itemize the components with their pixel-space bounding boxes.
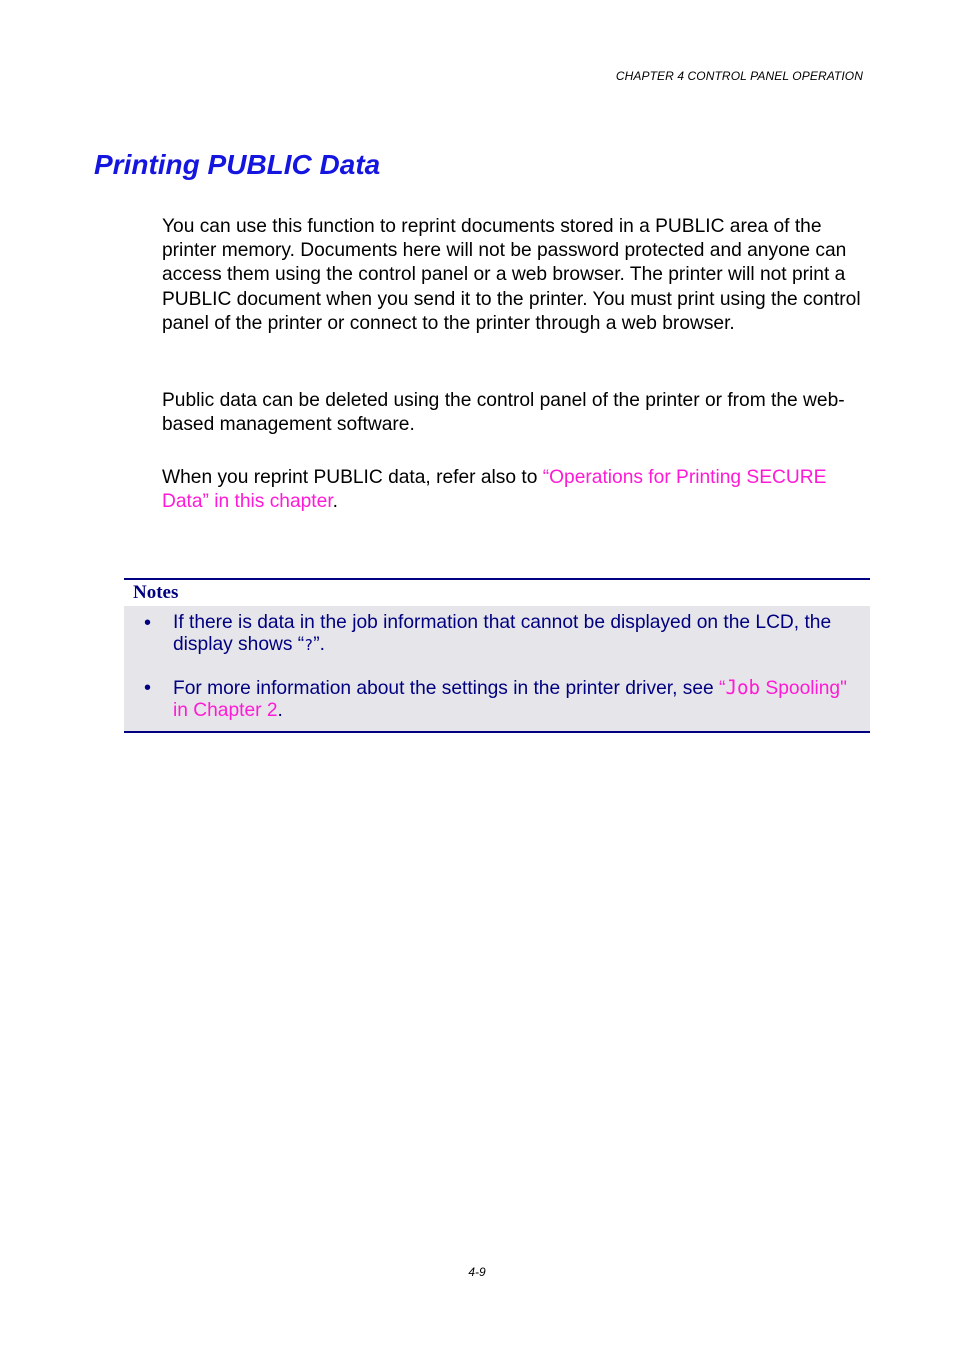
page-number: 4-9	[468, 1265, 486, 1279]
job-spooling-link-word: Job	[725, 675, 761, 699]
note-item-driver	[124, 677, 870, 723]
secure-data-link[interactable]: “Operations for Printing SECURE Data” in this chapter	[162, 467, 827, 513]
note-driver-suffix: .	[277, 700, 283, 722]
paragraph-delete: Public data can be deleted using the control panel of the printer or from the web-based management software.	[162, 390, 845, 436]
paragraph-reference	[162, 466, 874, 514]
running-header: CHAPTER 4 CONTROL PANEL OPERATION	[615, 69, 863, 83]
question-mark-symbol: ?	[304, 636, 314, 655]
notes-box	[124, 578, 870, 733]
paragraph-reference-prefix: When you reprint PUBLIC data, refer also to	[162, 467, 543, 488]
notes-title: Notes	[124, 580, 870, 606]
note-item-lcd	[124, 612, 870, 657]
paragraph-intro: You can use this function to reprint documents stored in a PUBLIC area of the printer memory. Documents here will not be password protected and anyone can access them using the control panel or a web browser. The printer will not print a PUBLIC document when you send it to the printer. You must print using the control panel of the printer or connect to the printer through a web browser.	[162, 216, 861, 334]
note-driver-prefix: For more information about the settings in the printer driver, see	[173, 677, 720, 699]
notes-body	[124, 606, 870, 731]
bullet-icon: •	[144, 676, 152, 699]
section-title: Printing PUBLIC Data	[94, 149, 381, 180]
note-lcd-suffix: ”.	[313, 634, 325, 656]
bullet-icon: •	[144, 612, 152, 634]
paragraph-reference-suffix: .	[332, 491, 338, 513]
job-spooling-link-quote: “	[719, 677, 726, 699]
job-spooling-link-rest: Spooling" in Chapter 2	[173, 677, 847, 722]
note-lcd-prefix: If there is data in the job information that cannot be displayed on the LCD, the display shows “	[173, 612, 832, 656]
